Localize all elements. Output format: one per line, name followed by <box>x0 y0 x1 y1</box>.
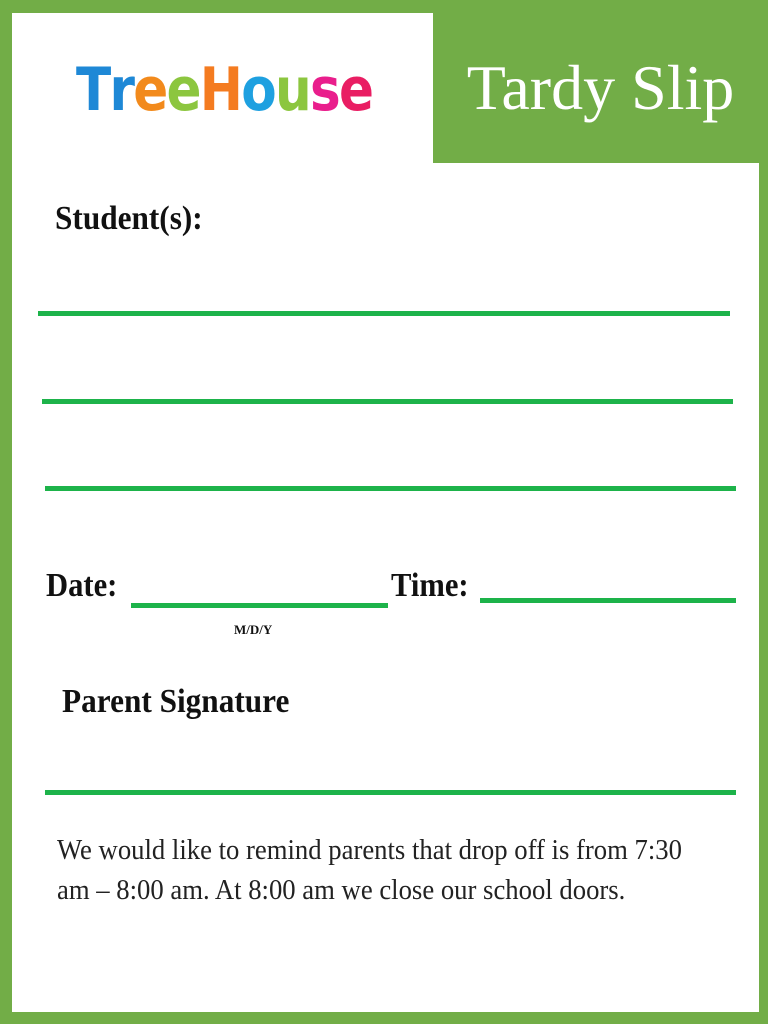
logo-letter: H <box>199 55 242 125</box>
drop-off-notice: We would like to remind parents that drop off is from 7:30 am – 8:00 am. At 8:00 am we close our school doors. <box>57 834 682 906</box>
logo-letter: e <box>339 55 373 125</box>
page-title: Tardy Slip <box>466 52 735 123</box>
signature-line[interactable] <box>45 790 736 795</box>
parent-signature-label: Parent Signature <box>62 683 290 720</box>
logo-letter: s <box>310 55 340 125</box>
logo-letter: e <box>133 55 167 125</box>
title-banner <box>433 0 768 163</box>
logo-letter: e <box>166 55 200 125</box>
logo-letter: u <box>274 55 311 125</box>
date-format-hint: M/D/Y <box>234 622 273 637</box>
time-label: Time: <box>391 567 469 604</box>
treehouse-logo <box>76 55 373 125</box>
student-line-3[interactable] <box>45 486 736 491</box>
date-label: Date: <box>46 567 118 604</box>
logo-letter: r <box>109 55 134 125</box>
student-line-1[interactable] <box>38 311 730 316</box>
logo-letter: o <box>241 55 275 125</box>
logo-letter: T <box>76 55 110 125</box>
date-line[interactable] <box>131 603 388 608</box>
time-line[interactable] <box>480 598 736 603</box>
students-label: Student(s): <box>55 200 203 237</box>
student-line-2[interactable] <box>42 399 733 404</box>
